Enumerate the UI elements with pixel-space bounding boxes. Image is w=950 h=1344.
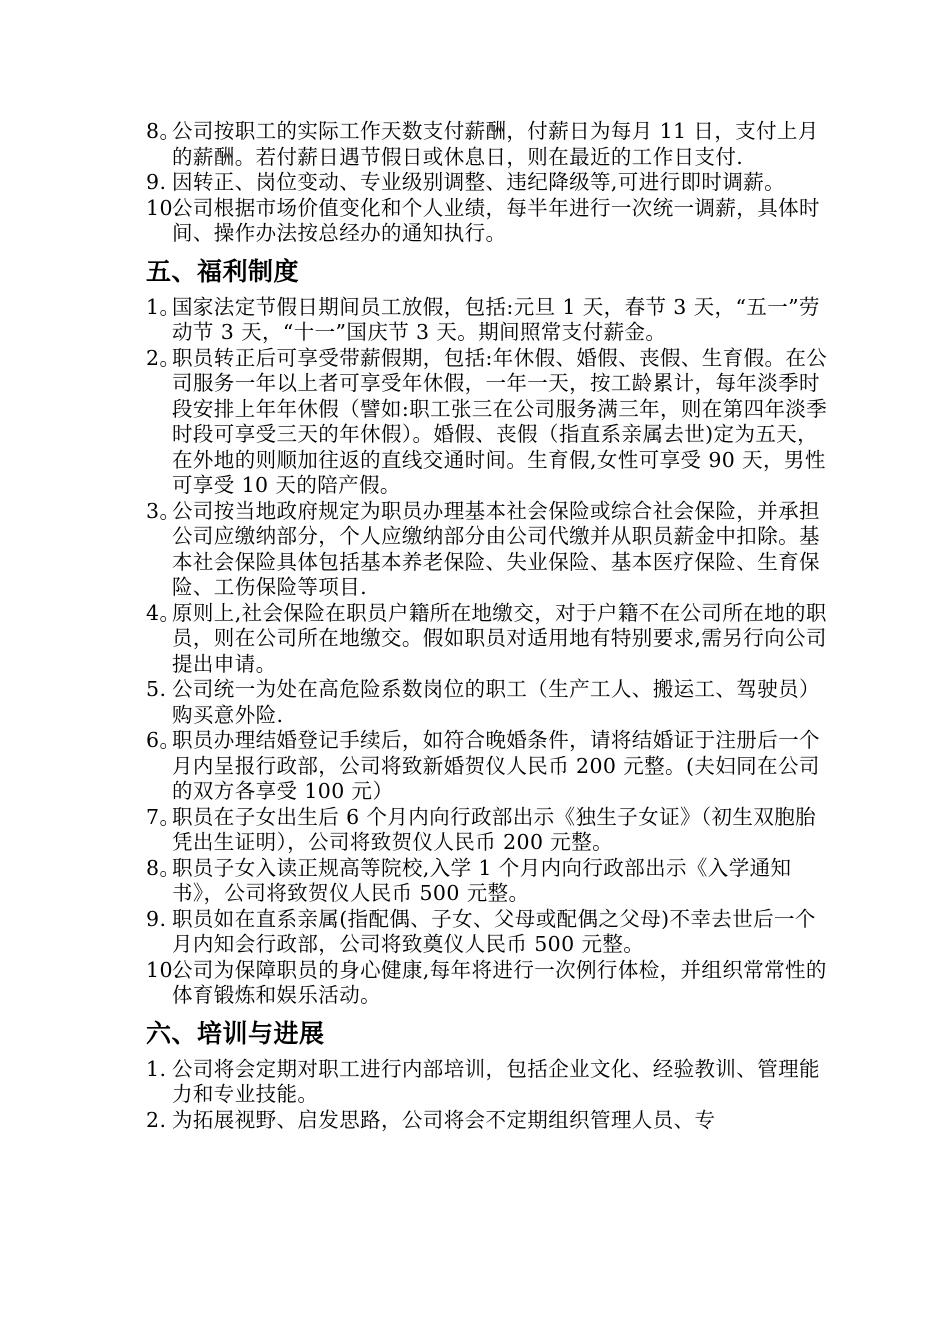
item-text: 公司按当地政府规定为职员办理基本社会保险或综合社会保险，并承担公司应缴纳部分，个人应缴纳部分由公司代缴并从职员薪金中扣除。基本社会保险具体包括基本养老保险、失业保险、基本医疗保险、生育保险、工伤保险等项目. xyxy=(172,498,820,599)
list-item xyxy=(146,499,836,601)
item-number: 9. xyxy=(146,170,167,194)
item-number: 10. xyxy=(146,195,180,220)
item-number: 1. xyxy=(146,1056,167,1081)
item-text: 公司根据市场价值变化和个人业绩，每半年进行一次统一调薪，具体时间、操作办法按总经办的通知执行。 xyxy=(172,195,820,245)
training-items xyxy=(146,1057,836,1134)
item-number: 8。 xyxy=(146,855,181,880)
list-item xyxy=(146,958,836,1009)
list-item xyxy=(146,601,836,678)
document-page xyxy=(146,119,836,1133)
section-heading-training: 六、培训与进展 xyxy=(146,1018,325,1048)
salary-items xyxy=(146,119,836,247)
list-item xyxy=(146,805,836,856)
item-text: 因转正、岗位变动、专业级别调整、违纪降级等,可进行即时调薪。 xyxy=(172,170,786,194)
list-item xyxy=(146,907,836,958)
item-number: 6。 xyxy=(146,728,181,752)
item-number: 10. xyxy=(146,957,180,982)
list-item xyxy=(146,295,836,346)
item-text: 职员办理结婚登记手续后，如符合晚婚条件，请将结婚证于注册后一个月内呈报行政部，公司将致新婚贺仪人民币 200 元整。(夫妇同在公司的双方各享受 100 元） xyxy=(172,728,820,803)
item-text: 原则上,社会保险在职员户籍所在地缴交，对于户籍不在公司所在地的职员，则在公司所在地缴交。假如职员对适用地有特别要求,需另行向公司提出申请。 xyxy=(172,600,827,676)
item-text: 公司统一为处在高危险系数岗位的职工（生产工人、搬运工、驾驶员）购买意外险. xyxy=(172,677,820,727)
item-number: 7。 xyxy=(146,804,181,829)
list-item xyxy=(146,1057,836,1108)
item-text: 职员转正后可享受带薪假期，包括:年休假、婚假、丧假、生育假。在公司服务一年以上者可享受年休假，一年一天，按工龄累计，每年淡季时段安排上年年休假（譬如:职工张三在公司服务满三年，则在第四年淡季时段可享受三天的年休假）。婚假、丧假（指直系亲属去世)定为五天，在外地的则顺加往返的直线交通时间。生育假,女性可享受 90 天，男性可享受 10 天的陪产假。 xyxy=(172,345,828,497)
item-text: 职员如在直系亲属(指配偶、子女、父母或配偶之父母)不幸去世后一个月内知会行政部，公司将致奠仪人民币 500 元整。 xyxy=(172,906,816,956)
list-item xyxy=(146,196,836,247)
list-item xyxy=(146,677,836,728)
item-number: 4。 xyxy=(146,600,181,625)
item-number: 2. xyxy=(146,1107,167,1132)
item-number: 5. xyxy=(146,677,167,701)
list-item xyxy=(146,119,836,170)
list-item xyxy=(146,346,836,499)
list-item xyxy=(146,1108,836,1134)
item-text: 公司按职工的实际工作天数支付薪酬，付薪日为每月 11 日，支付上月的薪酬。若付薪日遇节假日或休息日，则在最近的工作日支付. xyxy=(172,119,819,169)
item-text: 公司为保障职员的身心健康,每年将进行一次例行体检，并组织常常性的体育锻炼和娱乐活动。 xyxy=(172,957,827,1007)
item-text: 为拓展视野、启发思路，公司将会不定期组织管理人员、专 xyxy=(172,1107,716,1132)
item-text: 职员在子女出生后 6 个月内向行政部出示《独生子女证》（初生双胞胎凭出生证明），公司将致贺仪人民币 200 元整。 xyxy=(172,804,817,854)
item-number: 8。 xyxy=(146,119,181,143)
list-item xyxy=(146,170,836,196)
list-item xyxy=(146,856,836,907)
item-number: 9. xyxy=(146,906,167,931)
item-number: 2。 xyxy=(146,345,181,370)
item-number: 1。 xyxy=(146,294,181,319)
item-number: 3。 xyxy=(146,498,181,523)
section-heading-welfare: 五、福利制度 xyxy=(146,256,300,286)
list-item xyxy=(146,728,836,805)
item-text: 国家法定节假日期间员工放假，包括:元旦 1 天，春节 3 天，“五一”劳动节 3 天，“十一”国庆节 3 天。期间照常支付薪金。 xyxy=(172,294,820,344)
item-text: 职员子女入读正规高等院校,入学 1 个月内向行政部出示《入学通知书》，公司将致贺仪人民币 500 元整。 xyxy=(172,855,792,905)
item-text: 公司将会定期对职工进行内部培训，包括企业文化、经验教训、管理能力和专业技能。 xyxy=(172,1056,820,1106)
welfare-items xyxy=(146,295,836,1009)
